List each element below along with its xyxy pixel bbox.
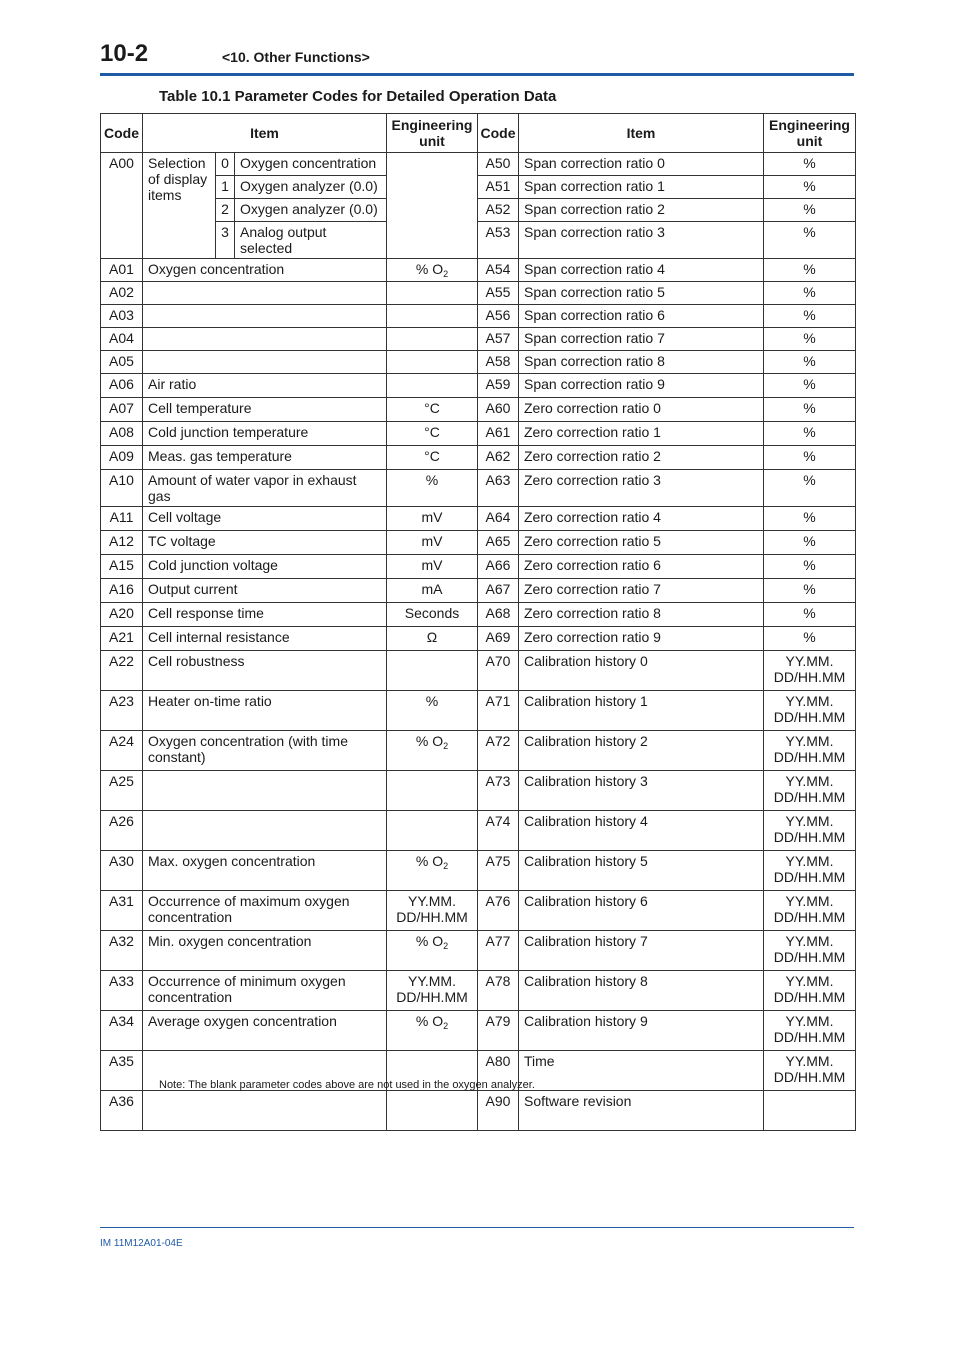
header-item-right: Item [519, 114, 764, 153]
code-cell-left: A04 [101, 328, 143, 351]
code-cell-left: A01 [101, 259, 143, 282]
unit-cell-right: % [764, 374, 856, 398]
unit-cell-right: % [764, 305, 856, 328]
unit-cell-right: % [764, 555, 856, 579]
item-cell-right: Calibration history 7 [519, 931, 764, 971]
table-row [101, 374, 856, 398]
code-cell-right: A79 [478, 1011, 519, 1051]
code-cell-right: A71 [478, 691, 519, 731]
unit-cell-right: % [764, 398, 856, 422]
footer-rule [100, 1227, 854, 1228]
code-cell-right: A56 [478, 305, 519, 328]
unit-cell-right [764, 1091, 856, 1131]
item-cell-left: Amount of water vapor in exhaust gas [143, 470, 387, 507]
code-cell-left: A32 [101, 931, 143, 971]
unit-cell-left-subscript: 2 [443, 861, 449, 871]
header-code-right: Code [478, 114, 519, 153]
unit-cell-left: °C [387, 398, 478, 422]
unit-cell-right: YY.MM. DD/HH.MM [764, 1051, 856, 1091]
item-cell-left [143, 282, 387, 305]
unit-cell-right: YY.MM. DD/HH.MM [764, 931, 856, 971]
code-cell-left: A00 [101, 153, 143, 259]
item-cell-left: Meas. gas temperature [143, 446, 387, 470]
code-cell-right: A58 [478, 351, 519, 374]
code-cell-left: A22 [101, 651, 143, 691]
item-cell-left: Cell voltage [143, 507, 387, 531]
unit-cell-left: % [387, 470, 478, 507]
code-cell-left: A06 [101, 374, 143, 398]
unit-cell-left [387, 1011, 478, 1051]
code-cell-right: A62 [478, 446, 519, 470]
item-cell-right: Span correction ratio 1 [519, 176, 764, 199]
unit-cell-left: mV [387, 531, 478, 555]
table-row [101, 811, 856, 851]
item-cell-left: Output current [143, 579, 387, 603]
item-cell-right: Calibration history 5 [519, 851, 764, 891]
code-cell-right: A51 [478, 176, 519, 199]
table-row [101, 305, 856, 328]
unit-cell-left [387, 731, 478, 771]
item-cell-left [143, 771, 387, 811]
code-cell-left: A36 [101, 1091, 143, 1131]
code-cell-left: A33 [101, 971, 143, 1011]
unit-cell-right: % [764, 176, 856, 199]
unit-cell-left [387, 374, 478, 398]
item-cell-right: Span correction ratio 9 [519, 374, 764, 398]
table-row [101, 851, 856, 891]
unit-cell-right: YY.MM. DD/HH.MM [764, 691, 856, 731]
code-cell-right: A90 [478, 1091, 519, 1131]
code-cell-left: A34 [101, 1011, 143, 1051]
item-cell-left: Max. oxygen concentration [143, 851, 387, 891]
unit-cell-left: % [387, 691, 478, 731]
item-cell-left [143, 328, 387, 351]
code-cell-right: A57 [478, 328, 519, 351]
unit-cell-left-text: % O [415, 933, 444, 949]
unit-cell-left: YY.MM. DD/HH.MM [387, 971, 478, 1011]
code-cell-left: A35 [101, 1051, 143, 1091]
item-cell-left [143, 351, 387, 374]
item-cell-right: Span correction ratio 5 [519, 282, 764, 305]
item-cell-right: Span correction ratio 2 [519, 199, 764, 222]
item-cell-right: Zero correction ratio 9 [519, 627, 764, 651]
item-cell-left: Cell internal resistance [143, 627, 387, 651]
unit-cell-left-text: % O [415, 1013, 444, 1029]
table-row [101, 259, 856, 282]
item-cell-left: Cold junction voltage [143, 555, 387, 579]
item-cell-right: Zero correction ratio 3 [519, 470, 764, 507]
item-cell-left: Heater on-time ratio [143, 691, 387, 731]
code-cell-right: A68 [478, 603, 519, 627]
item-cell-right: Calibration history 6 [519, 891, 764, 931]
item-cell-right: Calibration history 1 [519, 691, 764, 731]
code-cell-right: A59 [478, 374, 519, 398]
item-cell-left: Average oxygen concentration [143, 1011, 387, 1051]
table-caption: Table 10.1 Parameter Codes for Detailed Operation Data [159, 88, 557, 105]
unit-cell-right: YY.MM. DD/HH.MM [764, 1011, 856, 1051]
item-cell-right: Zero correction ratio 4 [519, 507, 764, 531]
item-cell-left [143, 305, 387, 328]
code-cell-right: A72 [478, 731, 519, 771]
unit-cell-right: % [764, 507, 856, 531]
code-cell-left: A26 [101, 811, 143, 851]
code-cell-left: A07 [101, 398, 143, 422]
unit-cell-left [387, 771, 478, 811]
sub-number-cell: 3 [216, 222, 235, 259]
unit-cell-left [387, 931, 478, 971]
table-header-row [101, 114, 856, 153]
code-cell-left: A11 [101, 507, 143, 531]
item-cell-right: Calibration history 0 [519, 651, 764, 691]
item-cell-right: Zero correction ratio 6 [519, 555, 764, 579]
item-cell-left: Cell temperature [143, 398, 387, 422]
unit-cell-right: YY.MM. DD/HH.MM [764, 851, 856, 891]
unit-cell-right: % [764, 153, 856, 176]
item-cell-right: Zero correction ratio 5 [519, 531, 764, 555]
header-code-left: Code [101, 114, 143, 153]
table-row [101, 555, 856, 579]
item-cell-left [143, 811, 387, 851]
code-cell-right: A65 [478, 531, 519, 555]
code-cell-right: A70 [478, 651, 519, 691]
unit-cell-left [387, 328, 478, 351]
table-row [101, 422, 856, 446]
code-cell-left: A23 [101, 691, 143, 731]
code-cell-left: A08 [101, 422, 143, 446]
unit-cell-right: YY.MM. DD/HH.MM [764, 971, 856, 1011]
code-cell-left: A25 [101, 771, 143, 811]
unit-cell-left-subscript: 2 [443, 941, 449, 951]
unit-cell-right: % [764, 470, 856, 507]
code-cell-left: A24 [101, 731, 143, 771]
table-row [101, 1091, 856, 1131]
code-cell-left: A16 [101, 579, 143, 603]
item-cell-left: Cold junction temperature [143, 422, 387, 446]
item-cell-right: Zero correction ratio 2 [519, 446, 764, 470]
unit-cell-left: Ω [387, 627, 478, 651]
item-cell-left: Oxygen concentration (with time constant) [143, 731, 387, 771]
unit-cell-right: % [764, 351, 856, 374]
unit-cell-left [387, 811, 478, 851]
code-cell-right: A80 [478, 1051, 519, 1091]
unit-cell-left-text: % O [415, 261, 444, 277]
item-cell-right: Software revision [519, 1091, 764, 1131]
unit-cell-right: YY.MM. DD/HH.MM [764, 651, 856, 691]
unit-cell-right: YY.MM. DD/HH.MM [764, 891, 856, 931]
table-row [101, 470, 856, 507]
unit-cell-left: °C [387, 446, 478, 470]
code-cell-right: A55 [478, 282, 519, 305]
unit-cell-left [387, 1091, 478, 1131]
section-title: <10. Other Functions> [222, 49, 370, 65]
code-cell-left: A05 [101, 351, 143, 374]
document-id: IM 11M12A01-04E [100, 1238, 183, 1249]
code-cell-left: A10 [101, 470, 143, 507]
unit-cell-left [387, 651, 478, 691]
code-cell-right: A53 [478, 222, 519, 259]
table-row [101, 351, 856, 374]
unit-cell-left [387, 282, 478, 305]
item-cell-right: Span correction ratio 0 [519, 153, 764, 176]
sub-number-cell: 0 [216, 153, 235, 176]
item-cell-right: Calibration history 8 [519, 971, 764, 1011]
page-number: 10-2 [100, 40, 149, 67]
code-cell-right: A75 [478, 851, 519, 891]
item-cell-left: Occurrence of minimum oxygen concentration [143, 971, 387, 1011]
table-row [101, 891, 856, 931]
sub-item-cell: Oxygen concentration [235, 153, 387, 176]
unit-cell-left [387, 851, 478, 891]
code-cell-right: A61 [478, 422, 519, 446]
code-cell-left: A02 [101, 282, 143, 305]
sub-item-cell: Analog output selected [235, 222, 387, 259]
unit-cell-right: % [764, 259, 856, 282]
header-item-left: Item [143, 114, 387, 153]
item-cell-right: Zero correction ratio 1 [519, 422, 764, 446]
item-cell-left [143, 1091, 387, 1131]
code-cell-right: A73 [478, 771, 519, 811]
item-cell-right: Calibration history 2 [519, 731, 764, 771]
unit-cell-right: % [764, 328, 856, 351]
item-cell-left: Oxygen concentration [143, 259, 387, 282]
item-cell-right: Span correction ratio 3 [519, 222, 764, 259]
table-row [101, 971, 856, 1011]
code-cell-right: A77 [478, 931, 519, 971]
unit-cell-right: % [764, 199, 856, 222]
unit-cell-right: % [764, 422, 856, 446]
unit-cell-right: % [764, 627, 856, 651]
sub-number-cell: 1 [216, 176, 235, 199]
table-row [101, 651, 856, 691]
parameter-codes-table [100, 113, 856, 1131]
code-cell-right: A78 [478, 971, 519, 1011]
item-cell-right: Time [519, 1051, 764, 1091]
unit-cell-right: YY.MM. DD/HH.MM [764, 811, 856, 851]
item-cell-left: Min. oxygen concentration [143, 931, 387, 971]
code-cell-left: A09 [101, 446, 143, 470]
table-row [101, 153, 856, 176]
unit-cell-left: mV [387, 507, 478, 531]
unit-cell-left [387, 259, 478, 282]
code-cell-left: A31 [101, 891, 143, 931]
item-cell-right: Span correction ratio 8 [519, 351, 764, 374]
code-cell-right: A52 [478, 199, 519, 222]
unit-cell-left-subscript: 2 [443, 741, 449, 751]
item-cell-right: Span correction ratio 4 [519, 259, 764, 282]
header-unit-left: Engineering unit [387, 114, 478, 153]
code-cell-left: A20 [101, 603, 143, 627]
header-unit-right: Engineering unit [764, 114, 856, 153]
table-row [101, 691, 856, 731]
item-cell-right: Calibration history 9 [519, 1011, 764, 1051]
table-row [101, 328, 856, 351]
table-row [101, 627, 856, 651]
code-cell-right: A74 [478, 811, 519, 851]
code-cell-right: A76 [478, 891, 519, 931]
item-cell-right: Zero correction ratio 7 [519, 579, 764, 603]
code-cell-right: A64 [478, 507, 519, 531]
table-row [101, 771, 856, 811]
unit-cell-right: YY.MM. DD/HH.MM [764, 771, 856, 811]
unit-cell-right: % [764, 446, 856, 470]
selection-label-cell: Selection of display items [143, 153, 216, 259]
item-cell-left: Air ratio [143, 374, 387, 398]
code-cell-left: A12 [101, 531, 143, 555]
unit-cell-left-subscript: 2 [443, 269, 449, 279]
unit-cell-left: YY.MM. DD/HH.MM [387, 891, 478, 931]
item-cell-left: Occurrence of maximum oxygen concentration [143, 891, 387, 931]
item-cell-right: Span correction ratio 7 [519, 328, 764, 351]
item-cell-right: Calibration history 3 [519, 771, 764, 811]
unit-cell-left-text: % O [415, 853, 444, 869]
table-row [101, 531, 856, 555]
code-cell-left: A21 [101, 627, 143, 651]
table-row [101, 931, 856, 971]
code-cell-right: A60 [478, 398, 519, 422]
table-note: Note: The blank parameter codes above are not used in the oxygen analyzer. [159, 1079, 535, 1091]
code-cell-right: A54 [478, 259, 519, 282]
item-cell-left: Cell response time [143, 603, 387, 627]
unit-cell-left [387, 153, 478, 259]
unit-cell-left [387, 305, 478, 328]
unit-cell-left-subscript: 2 [443, 1021, 449, 1031]
unit-cell-right: % [764, 531, 856, 555]
table-row [101, 603, 856, 627]
unit-cell-left: °C [387, 422, 478, 446]
table-row [101, 282, 856, 305]
table-row [101, 446, 856, 470]
code-cell-right: A67 [478, 579, 519, 603]
unit-cell-right: % [764, 282, 856, 305]
table-row [101, 1011, 856, 1051]
code-cell-right: A66 [478, 555, 519, 579]
unit-cell-left: mV [387, 555, 478, 579]
sub-item-cell: Oxygen analyzer (0.0) [235, 199, 387, 222]
sub-item-cell: Oxygen analyzer (0.0) [235, 176, 387, 199]
code-cell-left: A30 [101, 851, 143, 891]
unit-cell-right: % [764, 222, 856, 259]
code-cell-left: A15 [101, 555, 143, 579]
code-cell-right: A50 [478, 153, 519, 176]
item-cell-right: Calibration history 4 [519, 811, 764, 851]
item-cell-left: TC voltage [143, 531, 387, 555]
unit-cell-left: mA [387, 579, 478, 603]
header-rule [100, 73, 854, 76]
item-cell-right: Span correction ratio 6 [519, 305, 764, 328]
item-cell-right: Zero correction ratio 8 [519, 603, 764, 627]
item-cell-left: Cell robustness [143, 651, 387, 691]
table-row [101, 731, 856, 771]
table-row [101, 398, 856, 422]
unit-cell-left-text: % O [415, 733, 444, 749]
item-cell-right: Zero correction ratio 0 [519, 398, 764, 422]
unit-cell-right: % [764, 579, 856, 603]
code-cell-right: A63 [478, 470, 519, 507]
unit-cell-right: YY.MM. DD/HH.MM [764, 731, 856, 771]
table-row [101, 579, 856, 603]
unit-cell-left: Seconds [387, 603, 478, 627]
table-row [101, 507, 856, 531]
unit-cell-right: % [764, 603, 856, 627]
unit-cell-left [387, 351, 478, 374]
code-cell-right: A69 [478, 627, 519, 651]
code-cell-left: A03 [101, 305, 143, 328]
sub-number-cell: 2 [216, 199, 235, 222]
